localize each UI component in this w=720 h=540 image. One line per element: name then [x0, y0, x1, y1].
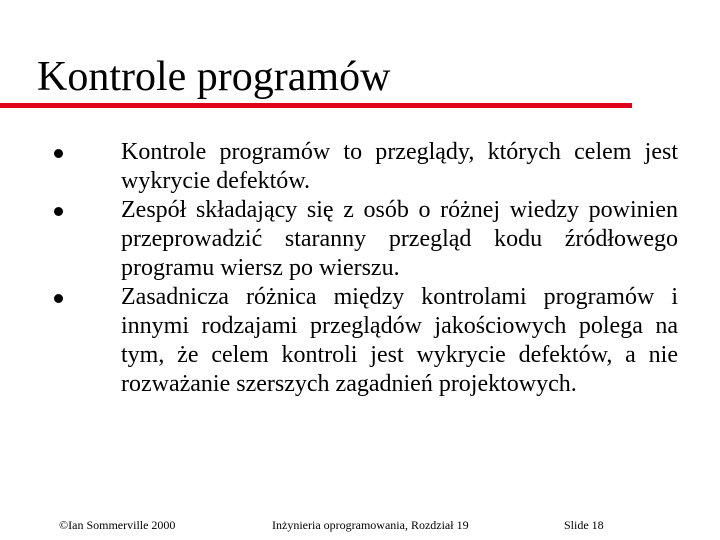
bullet-dot-icon — [54, 207, 63, 216]
slide-title: Kontrole programów — [37, 54, 391, 100]
bullet-dot-icon — [54, 294, 63, 303]
bullet-text: Zasadnicza różnica między kontrolami programów i innymi rodzajami przeglądów jakościowych polega na tym, że celem kontroli jest wykrycie defektów, a nie rozważanie szerszych zagadnień projektowych. — [121, 284, 678, 397]
bullet-list — [54, 138, 678, 399]
footer-slide-number: Slide 18 — [564, 518, 604, 532]
footer-copyright: ©Ian Sommerville 2000 — [59, 518, 176, 532]
bullet-text: Zespół składający się z osób o różnej wiedzy powinien przeprowadzić staranny przegląd kodu źródłowego programu wiersz po wierszu. — [121, 197, 678, 281]
bullet-item — [54, 138, 678, 196]
footer-course: Inżynieria oprogramowania, Rozdział 19 — [272, 518, 469, 532]
bullet-item — [54, 196, 678, 283]
bullet-dot-icon — [54, 149, 63, 158]
bullet-text: Kontrole programów to przeglądy, których celem jest wykrycie defektów. — [121, 139, 678, 194]
title-underline — [0, 103, 632, 108]
bullet-item — [54, 283, 678, 399]
